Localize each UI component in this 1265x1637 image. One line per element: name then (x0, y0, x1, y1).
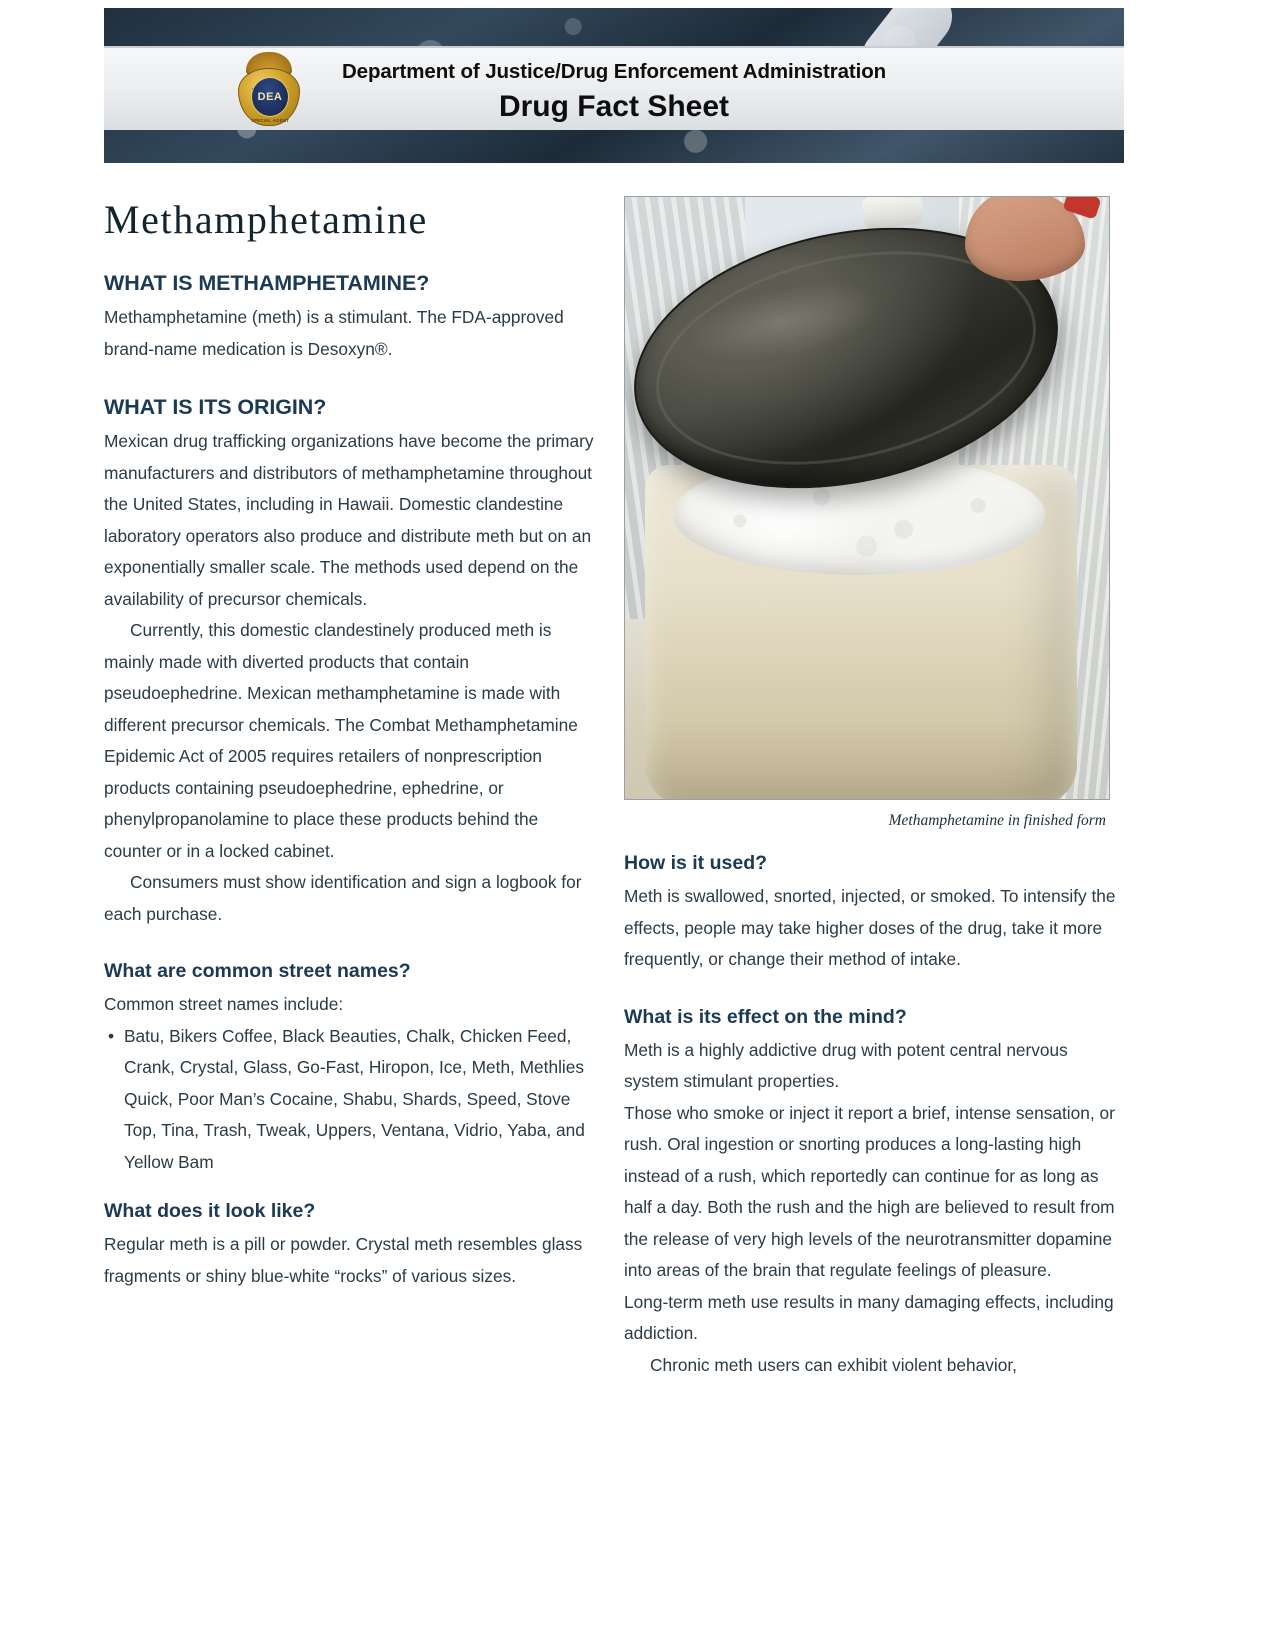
photo-caption: Methamphetamine in finished form (888, 812, 1106, 829)
section-heading-what-is-its-origin: WHAT IS ITS ORIGIN? (104, 395, 327, 419)
spacer (624, 830, 1124, 852)
agency-line: Department of Justice/Drug Enforcement Administration (341, 60, 887, 83)
spacer (104, 365, 594, 395)
section-paragraph: Common street names include: (104, 994, 344, 1014)
header-banner (104, 8, 1124, 163)
badge-bottom-arc-text: SPECIAL AGENT (251, 118, 289, 123)
badge-shield-icon (238, 68, 300, 126)
section-paragraph: Long-term meth use results in many damaging effects, including addiction. (624, 1291, 1114, 1343)
page-title: Methamphetamine (104, 197, 428, 242)
section-paragraph: Consumers must show identification and sign a logbook for each purchase. (104, 872, 582, 924)
photo-scene (625, 197, 1109, 799)
section-heading-how-is-it-used: How is it used? (624, 852, 768, 874)
left-column (104, 196, 594, 1292)
dea-badge-icon (232, 56, 306, 126)
spacer (104, 1178, 594, 1200)
sheet-title: Drug Fact Sheet (498, 90, 730, 123)
section-paragraph: Regular meth is a pill or powder. Crystal meth resembles glass fragments or shiny blue-white “rocks” of various sizes. (104, 1234, 583, 1286)
spacer (624, 976, 1124, 1006)
section-heading-what-does-it-look-like: What does it look like? (104, 1200, 316, 1222)
section-paragraph: Mexican drug trafficking organizations have become the primary manufacturers and distributors of methamphetamine throughout the United States, including in Hawaii. Domestic clandestine laboratory operators also produce and distribute meth but on an exponentially smaller scale. The methods used depend on the availability of precursor chemicals. (104, 431, 594, 609)
section-paragraph: Chronic meth users can exhibit violent behavior, (650, 1354, 1017, 1375)
methamphetamine-photo (624, 196, 1110, 800)
list-item: • Batu, Bikers Coffee, Black Beauties, Chalk, Chicken Feed, Crank, Crystal, Glass, Go-Fast, Hiropon, Ice, Meth, Methlies Quick, Poor Man’s Cocaine, Shabu, Shards, Speed, Stove Top, Tina, Trash, Tweak, Uppers, Ventana, Vidrio, Yaba, and Yellow Bam (122, 1021, 594, 1179)
badge-center (251, 77, 289, 117)
right-column (624, 196, 1124, 1381)
section-paragraph: Currently, this domestic clandestinely produced meth is mainly made with diverted products that contain pseudoephedrine. Mexican methamphetamine is made with different precursor chemicals. The Combat Methamphetamine Epidemic Act of 2005 requires retailers of nonprescription products containing pseudoephedrine, ephedrine, or phenylpropanolamine to place these products behind the counter or in a locked cabinet. (104, 620, 578, 861)
badge-center-text: DEA (257, 91, 283, 103)
section-paragraph: Those who smoke or inject it report a brief, intense sensation, or rush. Oral ingestion or snorting produces a long-lasting high instead of a rush, which reportedly can continue for as long as half a day. Both the rush and the high are believed to result from the release of very high levels of the neurotransmitter dopamine into areas of the brain that regulate feelings of pleasure. (624, 1102, 1115, 1280)
section-heading-what-is-methamphetamine: WHAT IS METHAMPHETAMINE? (104, 271, 430, 295)
pill-decoration-icon (861, 196, 925, 231)
spacer (104, 930, 594, 960)
street-names-list (104, 1021, 594, 1179)
section-heading-common-street-names: What are common street names? (104, 960, 411, 982)
section-paragraph: Methamphetamine (meth) is a stimulant. The FDA-approved brand-name medication is Desoxyn®. (104, 307, 564, 359)
section-paragraph: Meth is a highly addictive drug with potent central nervous system stimulant properties. (624, 1039, 1068, 1091)
section-heading-effect-on-the-mind: What is its effect on the mind? (624, 1005, 907, 1028)
section-paragraph: Meth is swallowed, snorted, injected, or smoked. To intensify the effects, people may take higher doses of the drug, take it more frequently, or change their method of intake. (624, 886, 1116, 969)
